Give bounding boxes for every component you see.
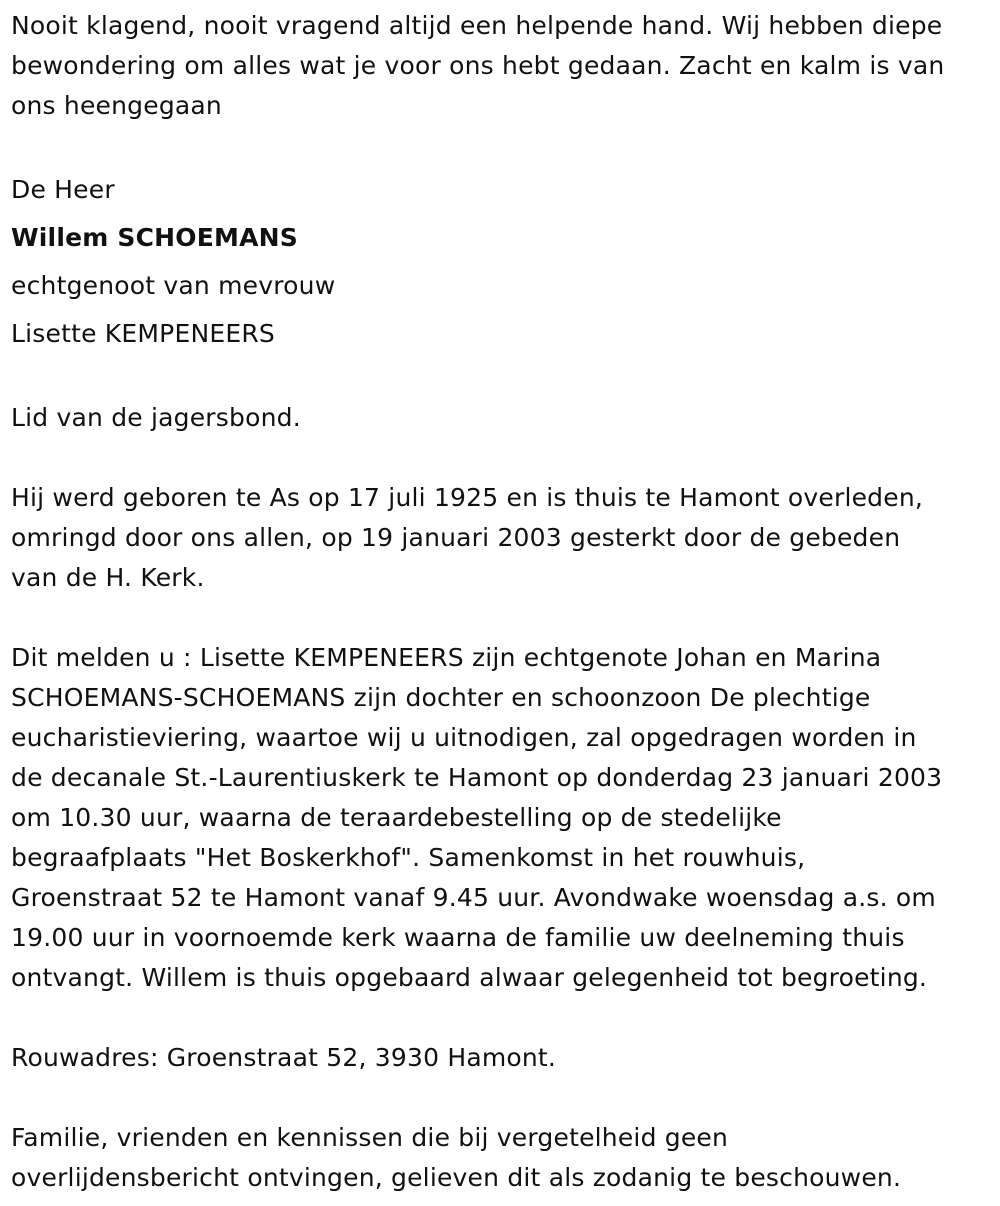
- spouse-name: Lisette KEMPENEERS: [11, 319, 275, 348]
- birth-death-line: van de H. Kerk.: [11, 563, 205, 592]
- mourning-address: Rouwadres: Groenstraat 52, 3930 Hamont.: [11, 1043, 557, 1072]
- announcement-line: Dit melden u : Lisette KEMPENEERS zijn echtgenote Johan en Marina: [11, 643, 882, 672]
- deceased-relation: echtgenoot van mevrouw: [11, 271, 336, 300]
- membership-paragraph: [11, 398, 996, 438]
- announcement-paragraph: [11, 638, 996, 998]
- announcement-line: de decanale St.-Laurentiuskerk te Hamont op donderdag 23 januari 2003: [11, 763, 943, 792]
- intro-line: ons heengegaan: [11, 91, 222, 120]
- address-paragraph: [11, 1038, 996, 1078]
- deceased-name: Willem SCHOEMANS: [11, 223, 298, 252]
- closing-paragraph: [11, 1118, 996, 1198]
- announcement-line: SCHOEMANS-SCHOEMANS zijn dochter en schoonzoon De plechtige: [11, 683, 871, 712]
- announcement-line: eucharistieviering, waartoe wij u uitnodigen, zal opgedragen worden in: [11, 723, 917, 752]
- obituary-document: [11, 6, 996, 1198]
- birth-death-paragraph: [11, 478, 996, 598]
- membership-text: Lid van de jagersbond.: [11, 403, 301, 432]
- birth-death-line: omringd door ons allen, op 19 januari 2003 gesterkt door de gebeden: [11, 523, 901, 552]
- birth-death-line: Hij werd geboren te As op 17 juli 1925 en is thuis te Hamont overleden,: [11, 483, 924, 512]
- announcement-line: om 10.30 uur, waarna de teraardebestelling op de stedelijke: [11, 803, 782, 832]
- announcement-line: 19.00 uur in voornoemde kerk waarna de familie uw deelneming thuis: [11, 923, 905, 952]
- closing-line: Familie, vrienden en kennissen die bij vergetelheid geen: [11, 1123, 729, 1152]
- intro-line: Nooit klagend, nooit vragend altijd een helpende hand. Wij hebben diepe: [11, 11, 943, 40]
- intro-paragraph: [11, 6, 996, 126]
- deceased-title: De Heer: [11, 175, 115, 204]
- deceased-block: [11, 166, 996, 358]
- announcement-line: begraafplaats "Het Boskerkhof". Samenkomst in het rouwhuis,: [11, 843, 806, 872]
- intro-line: bewondering om alles wat je voor ons hebt gedaan. Zacht en kalm is van: [11, 51, 945, 80]
- closing-line: overlijdensbericht ontvingen, gelieven dit als zodanig te beschouwen.: [11, 1163, 902, 1192]
- announcement-line: ontvangt. Willem is thuis opgebaard alwaar gelegenheid tot begroeting.: [11, 963, 928, 992]
- announcement-line: Groenstraat 52 te Hamont vanaf 9.45 uur. Avondwake woensdag a.s. om: [11, 883, 936, 912]
